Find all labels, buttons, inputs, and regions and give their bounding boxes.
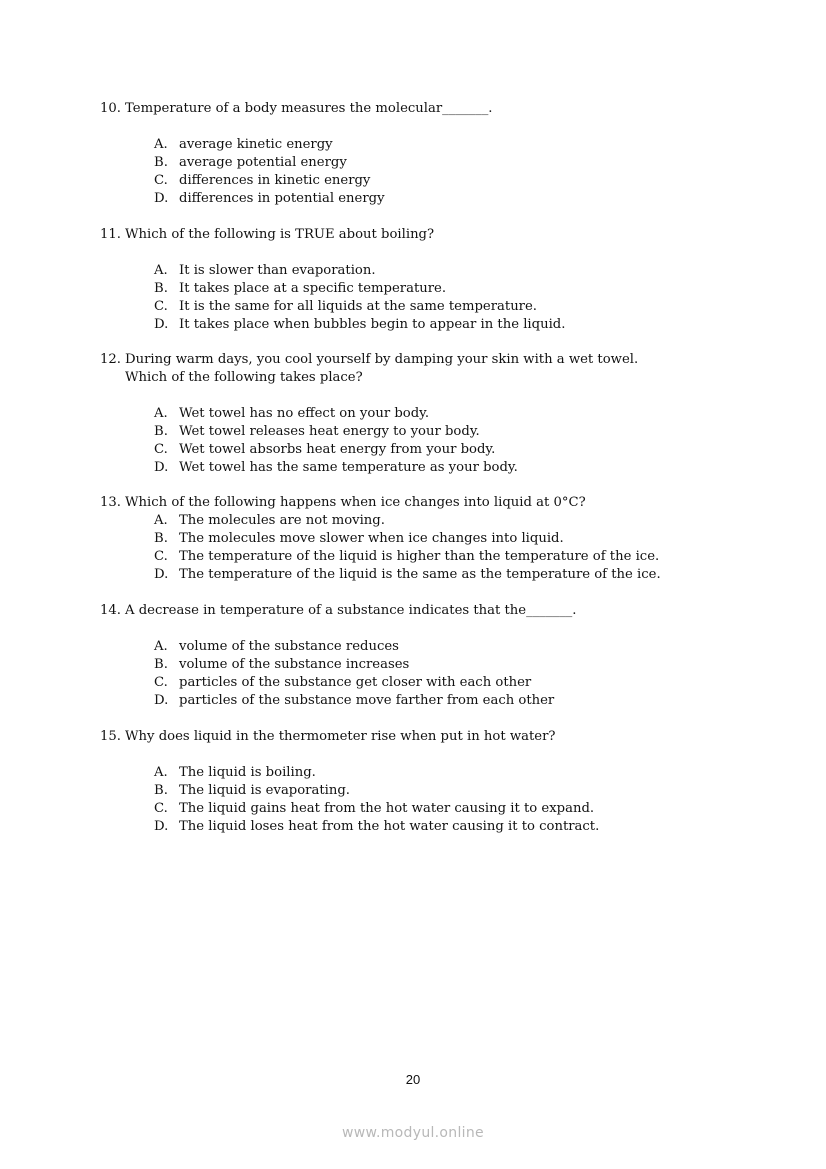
option-list [100,136,740,208]
option-list [100,262,740,334]
question-number: 13. [100,495,121,510]
answer-option [154,405,740,423]
option-list [100,405,740,477]
option-letter: C. [154,299,168,314]
answer-option [154,764,740,782]
question-text: Why does liquid in the thermometer rise when put in hot water? [125,729,556,744]
answer-option [154,656,740,674]
answer-option [154,818,740,836]
option-letter: A. [154,406,168,421]
option-text: The liquid is evaporating. [179,783,350,798]
answer-option [154,692,740,710]
question-stem [100,226,740,244]
option-letter: B. [154,424,168,439]
question-text: During warm days, you cool yourself by damping your skin with a wet towel. [125,352,639,367]
answer-option [154,782,740,800]
option-letter: B. [154,281,168,296]
option-letter: A. [154,765,168,780]
question-stem [100,100,740,118]
option-letter: A. [154,263,168,278]
option-text: The temperature of the liquid is the same as the temperature of the ice. [179,567,661,582]
option-text: The liquid is boiling. [179,765,316,780]
question-text: Which of the following happens when ice changes into liquid at 0°C? [125,495,586,510]
option-text: Wet towel releases heat energy to your body. [179,424,480,439]
answer-option [154,298,740,316]
question-text: Which of the following takes place? [125,370,363,385]
option-letter: D. [154,819,169,834]
question-number: 15. [100,729,121,744]
option-letter: B. [154,155,168,170]
option-letter: C. [154,549,168,564]
question-11 [100,226,740,334]
option-text: Wet towel has the same temperature as your body. [179,460,518,475]
question-text: Temperature of a body measures the molecular_______. [125,101,493,116]
option-text: differences in kinetic energy [179,173,371,188]
answer-option [154,800,740,818]
option-text: It is slower than evaporation. [179,263,376,278]
option-text: average potential energy [179,155,347,170]
answer-option [154,674,740,692]
answer-option [154,512,740,530]
question-10 [100,100,740,208]
option-text: Wet towel absorbs heat energy from your body. [179,442,496,457]
option-text: The molecules are not moving. [179,513,385,528]
question-13 [100,494,740,584]
option-text: The liquid gains heat from the hot water causing it to expand. [179,801,595,816]
question-stem [100,728,740,746]
answer-option [154,459,740,477]
answer-option [154,548,740,566]
question-number: 10. [100,101,121,116]
question-text: Which of the following is TRUE about boiling? [125,227,435,242]
answer-option [154,566,740,584]
option-list [100,512,740,584]
option-letter: A. [154,137,168,152]
option-letter: C. [154,173,168,188]
option-letter: C. [154,675,168,690]
question-stem [100,369,740,387]
answer-option [154,638,740,656]
watermark: www.modyul.online [342,1125,484,1141]
option-text: particles of the substance get closer with each other [179,675,532,690]
option-text: Wet towel has no effect on your body. [179,406,430,421]
option-text: The temperature of the liquid is higher than the temperature of the ice. [179,549,660,564]
option-letter: D. [154,191,169,206]
answer-option [154,262,740,280]
option-text: It takes place at a specific temperature. [179,281,447,296]
option-letter: D. [154,567,169,582]
option-letter: A. [154,513,168,528]
option-letter: D. [154,693,169,708]
option-text: The molecules move slower when ice changes into liquid. [179,531,564,546]
question-number: 12. [100,352,121,367]
page-number: 20 [405,1072,421,1087]
question-number: 14. [100,603,121,618]
option-letter: C. [154,442,168,457]
question-stem [100,351,740,369]
option-letter: D. [154,317,169,332]
option-text: differences in potential energy [179,191,385,206]
answer-option [154,423,740,441]
option-letter: A. [154,639,168,654]
option-letter: B. [154,531,168,546]
question-number: 11. [100,227,121,242]
option-text: It takes place when bubbles begin to appear in the liquid. [179,317,566,332]
question-stem [100,602,740,620]
answer-option [154,441,740,459]
question-12 [100,351,740,477]
question-14 [100,602,740,710]
option-text: particles of the substance move farther from each other [179,693,555,708]
answer-option [154,154,740,172]
question-15 [100,728,740,836]
question-text: A decrease in temperature of a substance indicates that the_______. [125,603,577,618]
option-list [100,764,740,836]
option-letter: B. [154,657,168,672]
option-text: average kinetic energy [179,137,333,152]
answer-option [154,136,740,154]
option-text: The liquid loses heat from the hot water causing it to contract. [179,819,600,834]
option-letter: C. [154,801,168,816]
answer-option [154,190,740,208]
option-text: volume of the substance reduces [179,639,399,654]
answer-option [154,280,740,298]
answer-option [154,172,740,190]
option-text: volume of the substance increases [179,657,410,672]
answer-option [154,316,740,334]
option-letter: B. [154,783,168,798]
answer-option [154,530,740,548]
option-letter: D. [154,460,169,475]
question-stem [100,494,740,512]
option-list [100,638,740,710]
option-text: It is the same for all liquids at the same temperature. [179,299,537,314]
